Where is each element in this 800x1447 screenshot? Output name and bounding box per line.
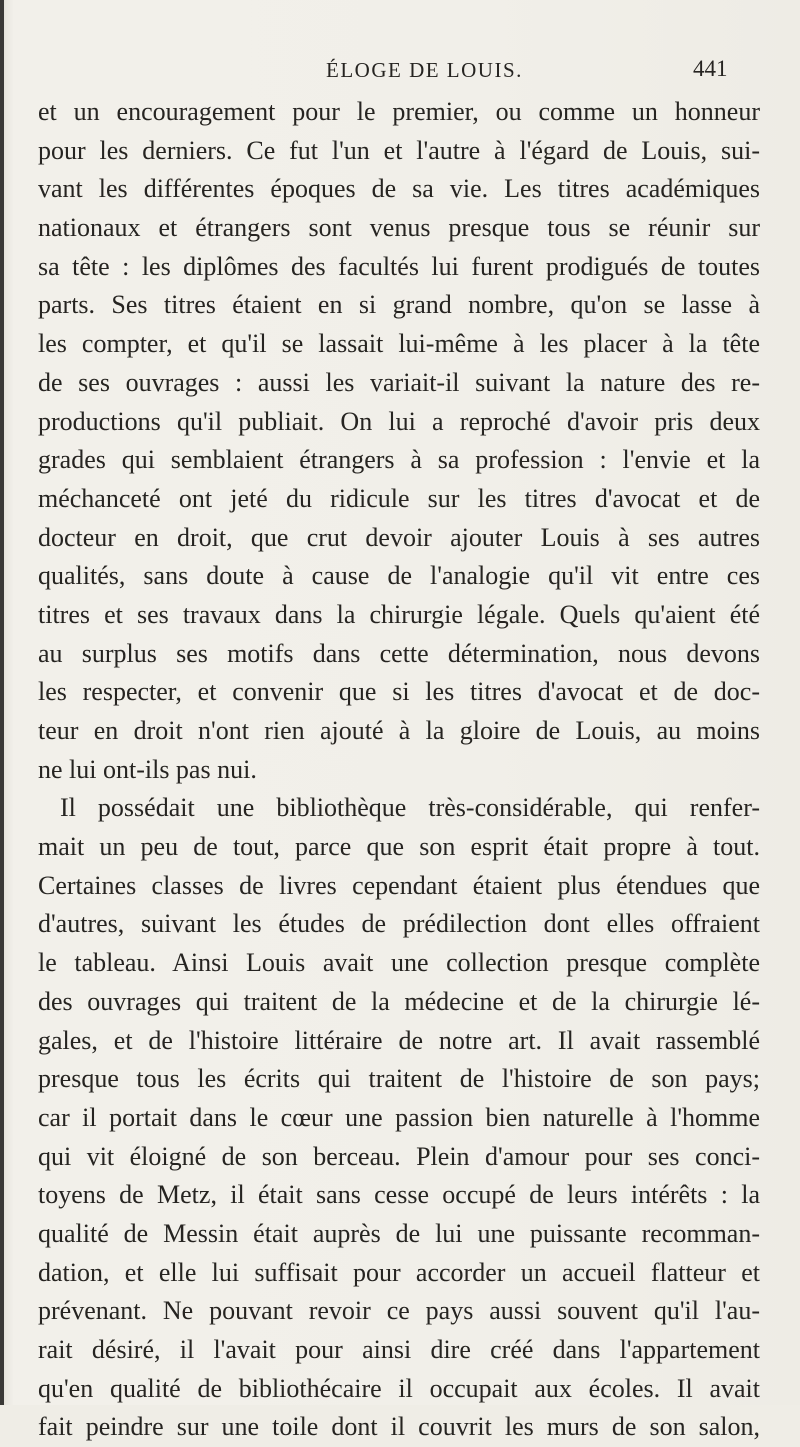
page-number: 441	[693, 56, 728, 81]
text-line: rait désiré, il l'avait pour ainsi dire créé dans l'appartement	[38, 1335, 760, 1364]
text-line: fait peindre sur une toile dont il couvrit les murs de son salon,	[38, 1412, 760, 1442]
text-line: méchanceté ont jeté du ridicule sur les titres d'avocat et de	[38, 483, 760, 513]
body-text	[38, 93, 760, 1447]
text-line: teur en droit n'ont rien ajouté à la gloire de Louis, au moins	[38, 716, 760, 745]
text-line: et un encouragement pour le premier, ou comme un honneur	[38, 97, 760, 126]
text-line: toyens de Metz, il était sans cesse occupé de leurs intérêts : la	[38, 1180, 760, 1210]
text-line: qu'en qualité de bibliothécaire il occupait aux écoles. Il avait	[38, 1373, 760, 1403]
text-line: vant les différentes époques de sa vie. Les titres académiques	[38, 174, 760, 204]
text-line: sa tête : les diplômes des facultés lui furent prodigués de toutes	[38, 251, 760, 281]
running-title: ÉLOGE DE LOUIS.	[326, 58, 523, 82]
text-line: le tableau. Ainsi Louis avait une collection presque complète	[38, 948, 760, 978]
text-line: pour les derniers. Ce fut l'un et l'autre à l'égard de Louis, sui-	[38, 135, 760, 165]
text-line: parts. Ses titres étaient en si grand nombre, qu'on se lasse à	[38, 290, 760, 320]
text-line: au surplus ses motifs dans cette détermination, nous devons	[38, 638, 760, 668]
text-line: Certaines classes de livres cependant étaient plus étendues que	[38, 870, 760, 900]
text-line: docteur en droit, que crut devoir ajouter Louis à ses autres	[38, 522, 760, 552]
text-line: qui vit éloigné de son berceau. Plein d'amour pour ses conci-	[38, 1141, 760, 1171]
text-line: productions qu'il publiait. On lui a reproché d'avoir pris deux	[38, 406, 760, 436]
text-line: qualités, sans doute à cause de l'analogie qu'il vit entre ces	[38, 561, 760, 591]
text-line: des ouvrages qui traitent de la médecine et de la chirurgie lé-	[38, 986, 760, 1016]
text-line: les respecter, et convenir que si les titres d'avocat et de doc-	[38, 677, 760, 707]
page-header	[0, 52, 800, 86]
text-line: grades qui semblaient étrangers à sa profession : l'envie et la	[38, 445, 760, 475]
text-line: les compter, et qu'il se lassait lui-même à les placer à la tête	[38, 329, 760, 359]
text-line: de ses ouvrages : aussi les variait-il suivant la nature des re-	[38, 367, 760, 397]
text-line: d'autres, suivant les études de prédilection dont elles offraient	[38, 909, 760, 939]
text-line: ne lui ont-ils pas nui.	[38, 754, 257, 784]
text-line: prévenant. Ne pouvant revoir ce pays aussi souvent qu'il l'au-	[38, 1296, 760, 1326]
text-line: gales, et de l'histoire littéraire de notre art. Il avait rassemblé	[38, 1025, 760, 1055]
text-line: presque tous les écrits qui traitent de l'histoire de son pays;	[38, 1064, 760, 1094]
text-line: qualité de Messin était auprès de lui une puissante recomman-	[38, 1218, 760, 1248]
text-line: Il possédait une bibliothèque très-considérable, qui renfer-	[60, 793, 760, 823]
text-line: mait un peu de tout, parce que son esprit était propre à tout.	[38, 832, 760, 862]
binding-gutter	[0, 0, 4, 1405]
text-line: nationaux et étrangers sont venus presque tous se réunir sur	[38, 213, 760, 243]
text-line: car il portait dans le cœur une passion bien naturelle à l'homme	[38, 1102, 760, 1132]
text-line: titres et ses travaux dans la chirurgie légale. Quels qu'aient été	[38, 599, 760, 629]
text-line: dation, et elle lui suffisait pour accorder un accueil flatteur et	[38, 1257, 760, 1287]
